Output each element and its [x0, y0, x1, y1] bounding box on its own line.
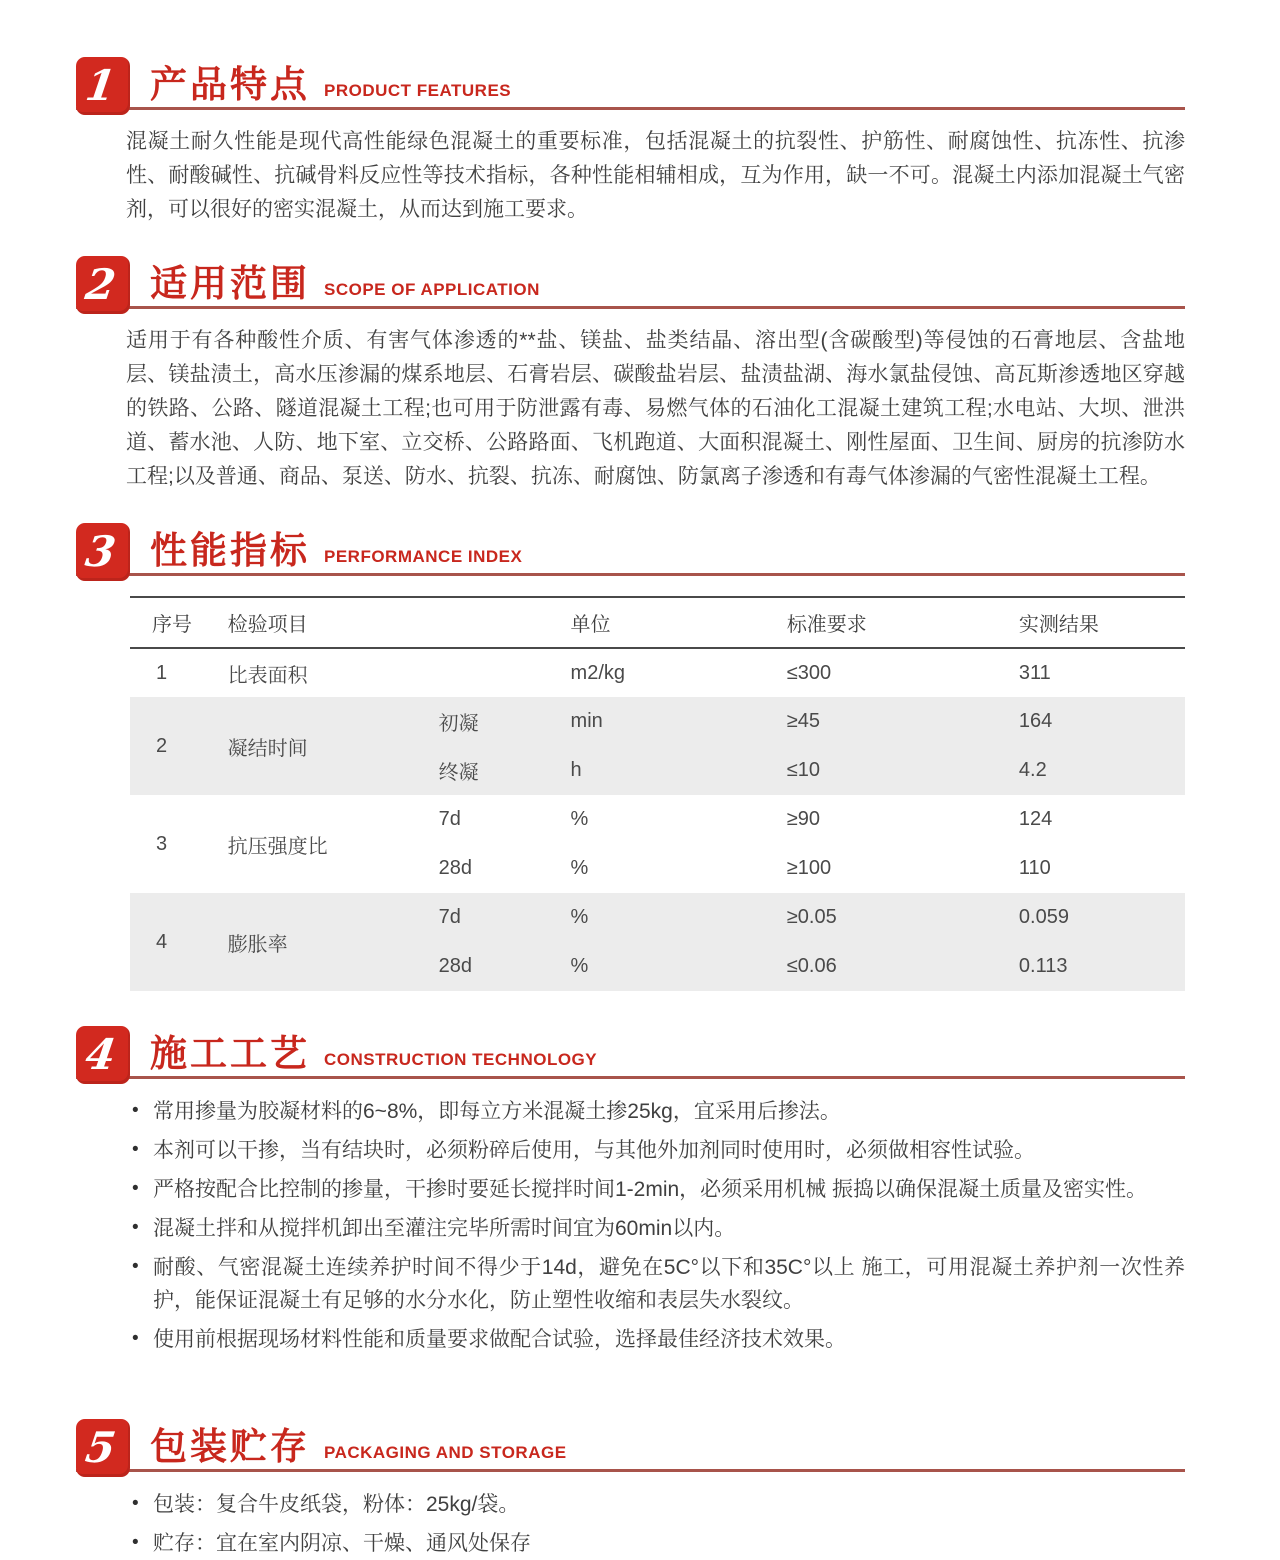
packaging-item: • 包装：复合牛皮纸袋，粉体：25kg/袋。 [130, 1488, 1185, 1521]
section-1-header [76, 48, 1185, 110]
col-header-item: 检验项目 [220, 597, 563, 648]
section-5-titles [150, 1428, 567, 1472]
cell-result: 124 [1018, 808, 1053, 830]
section-1-badge [76, 57, 130, 115]
section-4-number: 4 [82, 1030, 119, 1079]
cell-std: ≤0.06 [779, 942, 1011, 991]
table-row [130, 893, 1185, 942]
performance-table [130, 596, 1185, 991]
col-header-std: 标准要求 [779, 597, 1011, 648]
packaging-storage-list [130, 1488, 1185, 1560]
section-performance-index [76, 514, 1185, 991]
cell-std: ≥100 [786, 857, 832, 879]
section-1-number: 1 [82, 61, 119, 110]
section-3-title-en: PERFORMANCE INDEX [324, 547, 523, 566]
scope-paragraph: 适用于有各种酸性介质、有害气体渗透的**盐、镁盐、盐类结晶、溶出型(含碳酸型)等侵蚀的石膏地层、含盐地层、镁盐渍土，高水压渗漏的煤系地层、石膏岩层、碳酸盐岩层、盐渍盐湖、海水氯盐侵蚀、高瓦斯渗透地区穿越的铁路、公路、隧道混凝土工程;也可用于防泄露有毒、易燃气体的石油化工混凝土建筑工程;水电站、大坝、泄洪道、蓄水池、人防、地下室、立交桥、公路路面、飞机跑道、大面积混凝土、刚性屋面、卫生间、厨房的抗渗防水工程;以及普通、商品、泵送、防水、抗裂、抗冻、耐腐蚀、防氯离子渗透和有毒气体渗漏的气密性混凝土工程。 [126, 329, 1185, 488]
cell-item: 抗压强度比 [227, 835, 328, 858]
section-3-titles [150, 532, 522, 576]
cell-no: 2 [130, 697, 220, 795]
section-5-title-en: PACKAGING AND STORAGE [324, 1443, 567, 1462]
section-3-header [76, 514, 1185, 576]
section-3-number: 3 [82, 527, 119, 576]
cell-unit: % [563, 942, 779, 991]
section-2-number: 2 [82, 260, 119, 309]
section-1-rule [76, 107, 1185, 110]
storage-item: • 贮存：宜在室内阴凉、干燥、通风处保存 [130, 1527, 1185, 1560]
construction-step: • 严格按配合比控制的掺量，干掺时要延长搅拌时间1-2min，必须采用机械 振捣以确保混凝土质量及密实性。 [130, 1173, 1185, 1206]
col-header-result: 实测结果 [1011, 597, 1185, 648]
cell-result: 0.059 [1011, 893, 1185, 942]
section-1-title-en: PRODUCT FEATURES [324, 81, 512, 100]
col-header-no: 序号 [130, 597, 220, 648]
section-2-badge [76, 256, 130, 314]
cell-std: ≥90 [786, 808, 821, 830]
section-product-features [76, 48, 1185, 227]
product-features-paragraph: 混凝土耐久性能是现代高性能绿色混凝土的重要标准，包括混凝土的抗裂性、护筋性、耐腐蚀性、抗冻性、抗渗性、耐酸碱性、抗碱骨料反应性等技术指标，各种性能相辅相成，互为作用，缺一不可。混凝土内添加混凝土气密剂，可以很好的密实混凝土，从而达到施工要求。 [126, 130, 1185, 221]
cell-unit: h [563, 746, 779, 795]
construction-step: • 使用前根据现场材料性能和质量要求做配合试验，选择最佳经济技术效果。 [130, 1323, 1185, 1356]
section-2-title-en: SCOPE OF APPLICATION [324, 280, 540, 299]
section-3-badge [76, 523, 130, 581]
cell-unit: % [563, 893, 779, 942]
cell-no: 1 [156, 661, 168, 684]
cell-sub: 7d [431, 893, 563, 942]
section-5-title-zh: 包装贮存 [150, 1426, 310, 1467]
construction-step: • 混凝土拌和从搅拌机卸出至灌注完毕所需时间宜为60min以内。 [130, 1212, 1185, 1245]
section-3-rule [76, 573, 1185, 576]
section-4-title-zh: 施工工艺 [150, 1033, 310, 1074]
cell-std: ≥45 [779, 697, 1011, 746]
cell-std: ≤300 [786, 661, 832, 684]
table-row [130, 648, 1185, 697]
section-scope-of-application [76, 247, 1185, 494]
cell-sub: 初凝 [431, 697, 563, 746]
col-header-unit: 单位 [563, 597, 779, 648]
construction-step: • 常用掺量为胶凝材料的6~8%，即每立方米混凝土掺25kg，宜采用后掺法。 [130, 1095, 1185, 1128]
cell-item: 膨胀率 [220, 893, 431, 991]
table-row [130, 697, 1185, 746]
section-5-number: 5 [82, 1423, 119, 1472]
section-2-rule [76, 306, 1185, 309]
cell-no: 4 [130, 893, 220, 991]
cell-result: 0.113 [1011, 942, 1185, 991]
section-2-header [76, 247, 1185, 309]
cell-unit: min [563, 697, 779, 746]
section-2-title-zh: 适用范围 [150, 263, 310, 304]
table-row [130, 795, 1185, 844]
construction-steps-list [130, 1095, 1185, 1356]
section-4-title-en: CONSTRUCTION TECHNOLOGY [324, 1050, 598, 1069]
section-4-rule [76, 1076, 1185, 1079]
cell-unit: % [570, 857, 589, 879]
cell-item: 凝结时间 [220, 697, 431, 795]
cell-sub: 28d [438, 857, 473, 879]
construction-step: • 耐酸、气密混凝土连续养护时间不得少于14d，避免在5C°以下和35C°以上 施工，可用混凝土养护剂一次性养护，能保证混凝土有足够的水分水化，防止塑性收缩和表层失水裂纹。 [130, 1251, 1185, 1317]
section-1-titles [150, 66, 511, 110]
construction-step: • 本剂可以干掺，当有结块时，必须粉碎后使用，与其他外加剂同时使用时，必须做相容性试验。 [130, 1134, 1185, 1167]
section-3-title-zh: 性能指标 [150, 530, 310, 571]
section-construction-technology [76, 1017, 1185, 1356]
section-4-titles [150, 1035, 597, 1079]
section-5-rule [76, 1469, 1185, 1472]
cell-sub: 终凝 [431, 746, 563, 795]
cell-std: ≥0.05 [779, 893, 1011, 942]
cell-sub: 28d [431, 942, 563, 991]
cell-result: 4.2 [1011, 746, 1185, 795]
cell-unit: m2/kg [570, 661, 626, 684]
section-5-header [76, 1410, 1185, 1472]
section-packaging-and-storage [76, 1410, 1185, 1560]
table-header-row [130, 597, 1185, 648]
cell-result: 164 [1011, 697, 1185, 746]
cell-result: 311 [1018, 661, 1051, 684]
cell-sub: 7d [438, 808, 461, 830]
section-4-badge [76, 1026, 130, 1084]
cell-std: ≤10 [779, 746, 1011, 795]
cell-no: 3 [156, 832, 168, 855]
section-1-title-zh: 产品特点 [150, 64, 310, 105]
cell-item: 比表面积 [227, 664, 308, 687]
cell-result: 110 [1018, 857, 1051, 879]
section-2-titles [150, 265, 540, 309]
section-5-badge [76, 1419, 130, 1477]
section-4-header [76, 1017, 1185, 1079]
cell-unit: % [570, 808, 589, 830]
